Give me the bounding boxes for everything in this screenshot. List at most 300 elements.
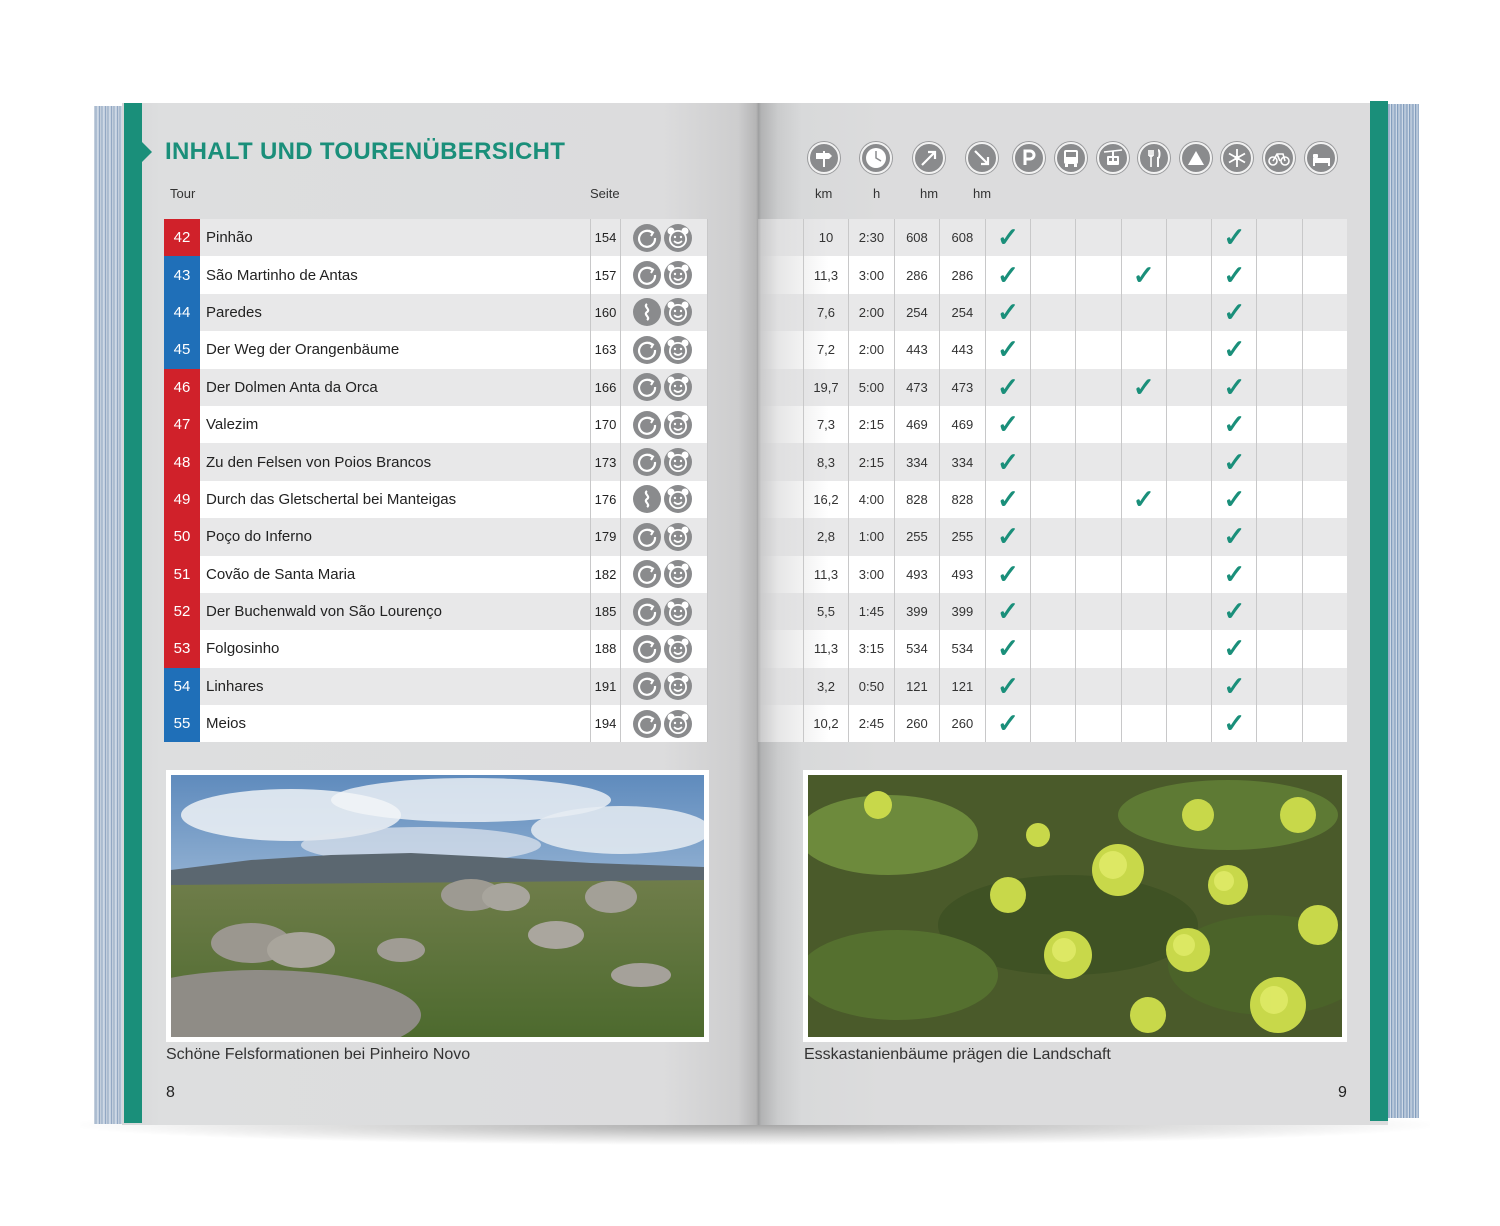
table-row[interactable]	[164, 219, 708, 256]
empty-flag-cell	[1256, 593, 1301, 630]
empty-flag-cell	[1030, 668, 1075, 705]
check-icon: ✓	[985, 369, 1030, 406]
photo-rock-landscape	[171, 775, 704, 1037]
tour-icons	[620, 443, 708, 480]
page-number-right: 9	[1338, 1084, 1347, 1101]
empty-flag-cell	[1121, 331, 1166, 368]
tour-number-badge: 54	[164, 668, 200, 705]
empty-flag-cell	[1121, 406, 1166, 443]
empty-flag-cell	[1256, 443, 1301, 480]
empty-flag-cell	[1256, 630, 1301, 667]
empty-flag-cell	[1030, 556, 1075, 593]
check-icon: ✓	[1211, 219, 1256, 256]
tour-page-number: 163	[590, 331, 620, 368]
empty-flag-cell	[1302, 556, 1347, 593]
empty-flag-cell	[1256, 331, 1301, 368]
tour-descent: 469	[939, 406, 985, 443]
tour-page-number: 173	[590, 443, 620, 480]
table-row[interactable]	[164, 406, 708, 443]
tour-ascent: 443	[894, 331, 939, 368]
empty-flag-cell	[1166, 443, 1211, 480]
table-row[interactable]	[164, 630, 708, 667]
table-row[interactable]	[164, 556, 708, 593]
tour-km: 16,2	[803, 481, 848, 518]
tour-descent: 399	[939, 593, 985, 630]
tour-ascent: 828	[894, 481, 939, 518]
tour-number-badge: 50	[164, 518, 200, 555]
table-row[interactable]	[164, 481, 708, 518]
empty-flag-cell	[1256, 556, 1301, 593]
tour-km: 10,2	[803, 705, 848, 742]
tour-descent: 260	[939, 705, 985, 742]
winter-icon	[1221, 142, 1253, 174]
empty-flag-cell	[1302, 219, 1347, 256]
empty-flag-cell	[1121, 630, 1166, 667]
tour-duration: 2:15	[848, 443, 894, 480]
cable-car-icon	[1097, 142, 1129, 174]
tour-km: 7,6	[803, 294, 848, 331]
tour-km: 10	[803, 219, 848, 256]
tour-km: 8,3	[803, 443, 848, 480]
tour-duration: 2:30	[848, 219, 894, 256]
empty-flag-cell	[1166, 668, 1211, 705]
parking-icon	[1013, 142, 1045, 174]
check-icon: ✓	[1211, 668, 1256, 705]
tour-km: 3,2	[803, 668, 848, 705]
table-row[interactable]	[758, 668, 1347, 705]
tour-duration: 2:00	[848, 294, 894, 331]
tour-icons	[620, 630, 708, 667]
empty-flag-cell	[1256, 369, 1301, 406]
empty-flag-cell	[1166, 705, 1211, 742]
table-row[interactable]	[758, 443, 1347, 480]
check-icon: ✓	[985, 256, 1030, 293]
table-row[interactable]	[758, 219, 1347, 256]
tour-number-badge: 55	[164, 705, 200, 742]
tour-number-badge: 43	[164, 256, 200, 293]
empty-flag-cell	[1256, 294, 1301, 331]
tour-name: Paredes	[206, 303, 262, 321]
tour-icons	[620, 705, 708, 742]
empty-flag-cell	[1302, 518, 1347, 555]
table-row[interactable]	[164, 668, 708, 705]
tour-page-number: 194	[590, 705, 620, 742]
title-arrow-icon	[142, 142, 152, 162]
tour-km: 5,5	[803, 593, 848, 630]
tour-duration: 0:50	[848, 668, 894, 705]
empty-flag-cell	[1166, 556, 1211, 593]
book-edge-left	[94, 106, 124, 1124]
tour-name: Der Buchenwald von São Lourenço	[206, 603, 442, 621]
empty-flag-cell	[1121, 443, 1166, 480]
check-icon: ✓	[985, 406, 1030, 443]
tour-duration: 1:00	[848, 518, 894, 555]
empty-flag-cell	[1030, 443, 1075, 480]
empty-flag-cell	[1121, 593, 1166, 630]
check-icon: ✓	[985, 593, 1030, 630]
loop-route-icon	[633, 560, 661, 588]
tour-number-badge: 51	[164, 556, 200, 593]
check-icon: ✓	[1211, 406, 1256, 443]
tour-icons	[620, 294, 708, 331]
tour-number-badge: 46	[164, 369, 200, 406]
bike-icon	[1263, 142, 1295, 174]
empty-flag-cell	[1166, 256, 1211, 293]
tour-table-right	[758, 219, 1347, 742]
table-row[interactable]	[164, 294, 708, 331]
loop-route-icon	[633, 598, 661, 626]
empty-flag-cell	[1075, 481, 1120, 518]
tour-icons	[620, 518, 708, 555]
check-icon: ✓	[985, 630, 1030, 667]
tour-descent: 121	[939, 668, 985, 705]
caption-right: Esskastanienbäume prägen die Landschaft	[804, 1046, 1111, 1063]
header-tour: Tour	[170, 186, 196, 201]
check-icon: ✓	[1211, 630, 1256, 667]
check-icon: ✓	[1211, 705, 1256, 742]
empty-flag-cell	[1256, 668, 1301, 705]
empty-flag-cell	[1121, 294, 1166, 331]
check-icon: ✓	[1211, 443, 1256, 480]
bus-icon	[1055, 142, 1087, 174]
empty-flag-cell	[1030, 630, 1075, 667]
tour-name: Covão de Santa Maria	[206, 565, 356, 583]
tour-name: Pinhão	[206, 229, 253, 247]
tour-km: 2,8	[803, 518, 848, 555]
tour-name: Linhares	[206, 677, 264, 695]
table-row[interactable]	[164, 518, 708, 555]
table-row[interactable]	[758, 331, 1347, 368]
empty-flag-cell	[1075, 406, 1120, 443]
empty-flag-cell	[1030, 369, 1075, 406]
empty-flag-cell	[1030, 406, 1075, 443]
tour-number-badge: 52	[164, 593, 200, 630]
loop-route-icon	[633, 672, 661, 700]
table-row[interactable]	[758, 406, 1347, 443]
tour-page-number: 160	[590, 294, 620, 331]
empty-flag-cell	[1302, 705, 1347, 742]
table-row[interactable]	[758, 481, 1347, 518]
kid-friendly-bear-icon	[664, 261, 692, 289]
tour-duration: 3:00	[848, 556, 894, 593]
check-icon: ✓	[985, 331, 1030, 368]
tour-page-number: 182	[590, 556, 620, 593]
photo-chestnut-tree	[808, 775, 1342, 1037]
loop-route-icon	[633, 448, 661, 476]
empty-flag-cell	[1302, 406, 1347, 443]
check-icon: ✓	[985, 705, 1030, 742]
tour-duration: 1:45	[848, 593, 894, 630]
table-row[interactable]	[758, 593, 1347, 630]
tour-descent: 473	[939, 369, 985, 406]
empty-flag-cell	[1030, 518, 1075, 555]
empty-flag-cell	[1302, 668, 1347, 705]
check-icon: ✓	[985, 219, 1030, 256]
empty-flag-cell	[1166, 331, 1211, 368]
kid-friendly-bear-icon	[664, 373, 692, 401]
check-icon: ✓	[1211, 593, 1256, 630]
empty-flag-cell	[1166, 630, 1211, 667]
tour-ascent: 260	[894, 705, 939, 742]
tour-page-number: 157	[590, 256, 620, 293]
tour-icons	[620, 668, 708, 705]
bed-icon	[1305, 142, 1337, 174]
tour-name: Der Weg der Orangenbäume	[206, 341, 400, 359]
kid-friendly-bear-icon	[664, 523, 692, 551]
empty-flag-cell	[1256, 256, 1301, 293]
tour-km: 11,3	[803, 556, 848, 593]
empty-flag-cell	[1121, 668, 1166, 705]
tour-page-number: 166	[590, 369, 620, 406]
table-row[interactable]	[164, 331, 708, 368]
empty-flag-cell	[1302, 294, 1347, 331]
page-number-left: 8	[166, 1084, 175, 1101]
check-icon: ✓	[1211, 294, 1256, 331]
table-row[interactable]	[164, 256, 708, 293]
table-row[interactable]	[758, 705, 1347, 742]
table-row[interactable]	[164, 593, 708, 630]
empty-flag-cell	[1302, 331, 1347, 368]
kid-friendly-bear-icon	[664, 672, 692, 700]
empty-flag-cell	[1256, 705, 1301, 742]
green-band-left	[124, 103, 142, 1123]
empty-flag-cell	[1075, 256, 1120, 293]
empty-flag-cell	[1302, 593, 1347, 630]
empty-flag-cell	[1030, 331, 1075, 368]
empty-flag-cell	[1030, 705, 1075, 742]
tour-duration: 3:00	[848, 256, 894, 293]
table-row[interactable]	[758, 369, 1347, 406]
kid-friendly-bear-icon	[664, 485, 692, 513]
table-row[interactable]	[164, 705, 708, 742]
tour-ascent: 399	[894, 593, 939, 630]
header-hm-up: hm	[920, 186, 939, 201]
tour-descent: 334	[939, 443, 985, 480]
clock-icon	[860, 142, 892, 174]
tour-icons	[620, 406, 708, 443]
tour-number-badge: 42	[164, 219, 200, 256]
loop-route-icon	[633, 224, 661, 252]
check-icon: ✓	[1211, 256, 1256, 293]
ascent-arrow-icon	[913, 142, 945, 174]
empty-flag-cell	[1302, 443, 1347, 480]
tour-name: Der Dolmen Anta da Orca	[206, 378, 378, 396]
header-seite: Seite	[590, 186, 620, 201]
tour-ascent: 469	[894, 406, 939, 443]
check-icon: ✓	[1121, 369, 1166, 406]
empty-flag-cell	[1030, 481, 1075, 518]
empty-flag-cell	[1302, 369, 1347, 406]
empty-flag-cell	[1121, 705, 1166, 742]
check-icon: ✓	[985, 443, 1030, 480]
tour-icons	[620, 219, 708, 256]
tour-icons	[620, 256, 708, 293]
tour-name: Zu den Felsen von Poios Brancos	[206, 453, 432, 471]
tour-duration: 2:45	[848, 705, 894, 742]
empty-flag-cell	[1075, 294, 1120, 331]
check-icon: ✓	[1211, 481, 1256, 518]
empty-flag-cell	[1030, 593, 1075, 630]
check-icon: ✓	[1211, 331, 1256, 368]
empty-flag-cell	[1075, 518, 1120, 555]
tour-page-number: 188	[590, 630, 620, 667]
tour-number-badge: 48	[164, 443, 200, 480]
kid-friendly-bear-icon	[664, 336, 692, 364]
tour-icons	[620, 369, 708, 406]
tour-descent: 254	[939, 294, 985, 331]
kid-friendly-bear-icon	[664, 411, 692, 439]
tour-icons	[620, 556, 708, 593]
photo-chestnut-frame	[803, 770, 1347, 1042]
header-km: km	[815, 186, 833, 201]
descent-arrow-icon	[966, 142, 998, 174]
loop-route-icon	[633, 635, 661, 663]
empty-flag-cell	[1256, 518, 1301, 555]
tour-name: Valezim	[206, 416, 259, 434]
empty-flag-cell	[1075, 668, 1120, 705]
tour-name: Folgosinho	[206, 640, 280, 658]
tour-name: Meios	[206, 715, 247, 733]
empty-flag-cell	[1166, 219, 1211, 256]
kid-friendly-bear-icon	[664, 598, 692, 626]
tour-page-number: 170	[590, 406, 620, 443]
tour-descent: 534	[939, 630, 985, 667]
loop-route-icon	[633, 523, 661, 551]
kid-friendly-bear-icon	[664, 710, 692, 738]
tour-descent: 255	[939, 518, 985, 555]
tour-ascent: 534	[894, 630, 939, 667]
empty-flag-cell	[1302, 630, 1347, 667]
check-icon: ✓	[985, 481, 1030, 518]
loop-route-icon	[633, 373, 661, 401]
loop-route-icon	[633, 710, 661, 738]
table-row[interactable]	[164, 443, 708, 480]
empty-flag-cell	[1121, 219, 1166, 256]
page-title: INHALT UND TOURENÜBERSICHT	[165, 138, 566, 165]
kid-friendly-bear-icon	[664, 448, 692, 476]
tour-number-badge: 53	[164, 630, 200, 667]
empty-flag-cell	[1075, 443, 1120, 480]
table-row[interactable]	[164, 369, 708, 406]
tour-page-number: 185	[590, 593, 620, 630]
tour-page-number: 176	[590, 481, 620, 518]
empty-flag-cell	[1075, 331, 1120, 368]
check-icon: ✓	[1121, 481, 1166, 518]
summit-icon	[1180, 142, 1212, 174]
empty-flag-cell	[1256, 406, 1301, 443]
tour-descent: 493	[939, 556, 985, 593]
tour-descent: 608	[939, 219, 985, 256]
tour-km: 19,7	[803, 369, 848, 406]
tour-number-badge: 47	[164, 406, 200, 443]
tour-ascent: 334	[894, 443, 939, 480]
empty-flag-cell	[1166, 406, 1211, 443]
photo-rocks-frame	[166, 770, 709, 1042]
check-icon: ✓	[1211, 556, 1256, 593]
empty-flag-cell	[1166, 518, 1211, 555]
empty-flag-cell	[1256, 219, 1301, 256]
kid-friendly-bear-icon	[664, 224, 692, 252]
tour-km: 11,3	[803, 256, 848, 293]
tour-name: Poço do Inferno	[206, 528, 312, 546]
kid-friendly-bear-icon	[664, 560, 692, 588]
restaurant-icon	[1138, 142, 1170, 174]
tour-descent: 443	[939, 331, 985, 368]
table-row[interactable]	[758, 518, 1347, 555]
check-icon: ✓	[985, 556, 1030, 593]
empty-flag-cell	[1075, 630, 1120, 667]
check-icon: ✓	[985, 668, 1030, 705]
loop-route-icon	[633, 336, 661, 364]
empty-flag-cell	[1075, 369, 1120, 406]
empty-flag-cell	[1030, 294, 1075, 331]
tour-table-left	[164, 219, 708, 742]
tour-number-badge: 45	[164, 331, 200, 368]
tour-name: São Martinho de Antas	[206, 266, 358, 284]
tour-descent: 286	[939, 256, 985, 293]
tour-number-badge: 44	[164, 294, 200, 331]
tour-duration: 5:00	[848, 369, 894, 406]
tour-duration: 2:00	[848, 331, 894, 368]
check-icon: ✓	[1211, 369, 1256, 406]
table-row[interactable]	[758, 294, 1347, 331]
empty-flag-cell	[1030, 219, 1075, 256]
tour-page-number: 179	[590, 518, 620, 555]
empty-flag-cell	[1030, 256, 1075, 293]
check-icon: ✓	[985, 518, 1030, 555]
tour-km: 7,3	[803, 406, 848, 443]
tour-page-number: 154	[590, 219, 620, 256]
header-hm-down: hm	[973, 186, 992, 201]
empty-flag-cell	[1302, 481, 1347, 518]
tour-name: Durch das Gletschertal bei Manteigas	[206, 490, 457, 508]
empty-flag-cell	[1166, 294, 1211, 331]
table-row[interactable]	[758, 556, 1347, 593]
loop-route-icon	[633, 261, 661, 289]
green-band-right	[1370, 101, 1388, 1121]
header-h: h	[873, 186, 881, 201]
book-edge-right	[1385, 104, 1419, 1118]
check-icon: ✓	[1121, 256, 1166, 293]
tour-km: 11,3	[803, 630, 848, 667]
tour-duration: 2:15	[848, 406, 894, 443]
empty-flag-cell	[1256, 481, 1301, 518]
empty-flag-cell	[1166, 481, 1211, 518]
empty-flag-cell	[1166, 593, 1211, 630]
tour-ascent: 254	[894, 294, 939, 331]
tour-duration: 4:00	[848, 481, 894, 518]
table-row[interactable]	[758, 256, 1347, 293]
tour-ascent: 121	[894, 668, 939, 705]
empty-flag-cell	[1166, 369, 1211, 406]
tour-km: 7,2	[803, 331, 848, 368]
tour-ascent: 493	[894, 556, 939, 593]
tour-ascent: 286	[894, 256, 939, 293]
tour-number-badge: 49	[164, 481, 200, 518]
tour-descent: 828	[939, 481, 985, 518]
tour-icons	[620, 593, 708, 630]
check-icon: ✓	[1211, 518, 1256, 555]
kid-friendly-bear-icon	[664, 298, 692, 326]
empty-flag-cell	[1075, 705, 1120, 742]
check-icon: ✓	[985, 294, 1030, 331]
tour-icons	[620, 331, 708, 368]
tour-ascent: 255	[894, 518, 939, 555]
caption-left: Schöne Felsformationen bei Pinheiro Novo	[166, 1046, 471, 1063]
table-row[interactable]	[758, 630, 1347, 667]
signpost-icon	[808, 142, 840, 174]
tour-ascent: 473	[894, 369, 939, 406]
